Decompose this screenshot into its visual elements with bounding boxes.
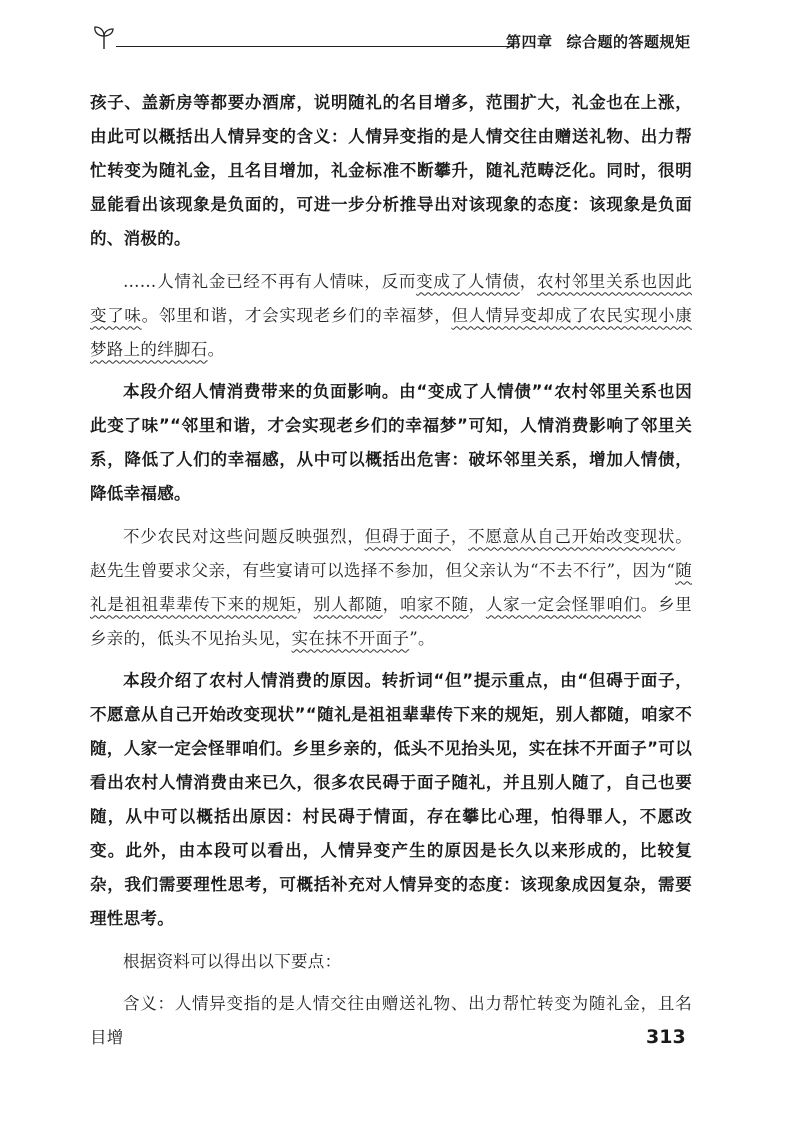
source-quote-paragraph — [90, 987, 692, 1055]
text-run: ， — [519, 271, 538, 291]
text-run: ……人情礼金已经不再有人情味，反而 — [123, 271, 417, 291]
header-divider — [116, 46, 514, 47]
wavy-underlined-phrase: 人家一定会怪罪咱们 — [485, 594, 641, 614]
source-quote-paragraph — [90, 520, 692, 656]
chapter-heading — [506, 31, 691, 52]
text-run: ， — [468, 594, 486, 614]
wavy-underlined-phrase: 咱家不随 — [399, 594, 469, 614]
text-run: 含义：人情异变指的是人情交往由赠送礼物、出力帮忙转变为随礼金，且名目增 — [90, 994, 692, 1047]
source-quote-paragraph — [90, 945, 692, 979]
sprout-icon — [92, 24, 116, 50]
text-run: 不少农民对这些问题反映强烈， — [123, 526, 365, 546]
wavy-underlined-phrase: 农村邻里关系也因此变了味 — [90, 271, 692, 325]
text-run: 。邻里和谐，才会实现老乡们的幸福梦， — [141, 305, 452, 325]
text-run: 。乡里乡亲的，低头不见抬头见， — [90, 594, 692, 648]
text-run: ”。 — [409, 628, 435, 648]
wavy-underlined-phrase: 但碍于面子 — [364, 526, 451, 546]
wavy-underlined-phrase: 变成了人情债 — [416, 271, 520, 291]
analysis-paragraph — [90, 86, 692, 256]
text-run: 本段介绍人情消费带来的负面影响。由“变成了人情债”“农村邻里关系也因此变了味”“邻里和谐，才会实现老乡们的幸福梦”可知，人情消费影响了邻里关系，降低了人们的幸福感，从中可以概括出危害：破坏邻里关系，增加人情债，降低幸福感。 — [90, 382, 692, 503]
analysis-paragraph — [90, 664, 692, 936]
text-run: 。赵先生曾要求父亲，有些宴请可以选择不参加，但父亲认为“不去不行”，因为“ — [90, 526, 692, 580]
source-quote-paragraph — [90, 265, 692, 367]
text-run: ， — [450, 526, 469, 546]
text-run: 孩子、盖新房等都要办酒席，说明随礼的名目增多，范围扩大，礼金也在上涨，由此可以概括出人情异变的含义：人情异变指的是人情交往由赠送礼物、出力帮忙转变为随礼金，且名目增加，礼金标准不断攀升，随礼范畴泛化。同时，很明显能看出该现象是负面的，可进一步分析推导出对该现象的态度：该现象是负面的、消极的。 — [90, 93, 692, 248]
chapter-title: 综合题的答题规矩 — [566, 33, 691, 51]
wavy-underlined-phrase: 实在抹不开面子 — [291, 628, 410, 648]
wavy-underlined-phrase: 随礼是祖祖辈辈传下来的规矩 — [90, 560, 692, 614]
chapter-number: 第四章 — [506, 33, 553, 51]
text-run: ， — [382, 594, 400, 614]
page-body — [90, 86, 692, 1064]
text-run: 根据资料可以得出以下要点： — [123, 951, 342, 971]
wavy-underlined-phrase: 但人情异变却成了农民实现小康梦路上的绊脚石 — [90, 305, 693, 359]
text-run: 本段介绍了农村人情消费的原因。转折词“但”提示重点，由“但碍于面子，不愿意从自己开始改变现状”“随礼是祖祖辈辈传下来的规矩，别人都随，咱家不随，人家一定会怪罪咱们。乡里乡亲的，低头不见抬头见，实在抹不开面子”可以看出农村人情消费由来已久，很多农民碍于面子随礼，并且别人随了，自己也要随，从中可以概括出原因：村民碍于情面，存在攀比心理，怕得罪人，不愿改变。此外，由本段可以看出，人情异变产生的原因是长久以来形成的，比较复杂，我们需要理性思考，可概括补充对人情异变的态度：该现象成因复杂，需要理性思考。 — [90, 671, 692, 928]
running-header — [78, 22, 718, 58]
wavy-underlined-phrase: 不愿意从自己开始改变现状 — [468, 526, 676, 546]
text-run: 。 — [207, 339, 225, 359]
wavy-underlined-phrase: 别人都随 — [313, 594, 383, 614]
analysis-paragraph — [90, 375, 692, 511]
page-number: 313 — [646, 1026, 686, 1048]
text-run: ， — [296, 594, 314, 614]
